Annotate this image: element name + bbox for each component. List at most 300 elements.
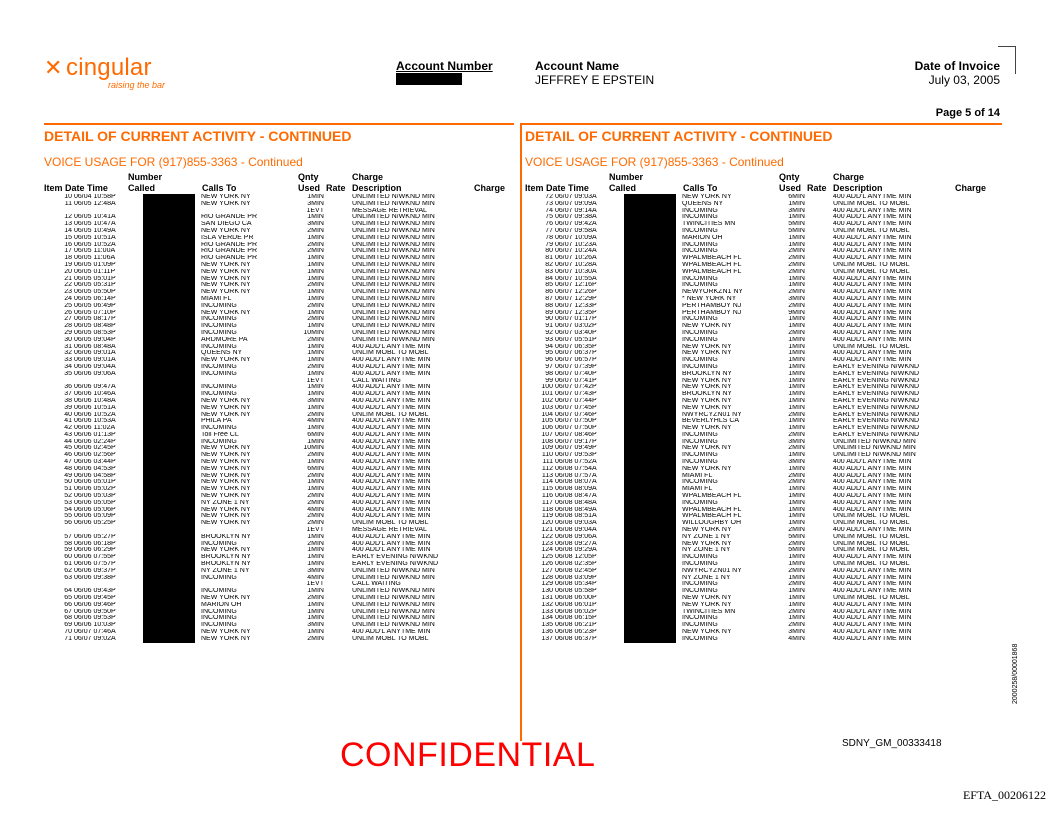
number-called-redaction — [624, 201, 676, 208]
call-date-time: 06/07 09:53P — [555, 452, 597, 459]
qnty-used: 2MIN — [307, 499, 324, 506]
call-date-time: 06/08 02:35P — [555, 561, 597, 568]
right-section-title: DETAIL OF CURRENT ACTIVITY - CONTINUED — [525, 128, 833, 144]
call-date-time: 06/08 08:09A — [555, 486, 597, 493]
calls-to: NEW YORK NY — [682, 404, 732, 411]
call-date-time: 06/07 10:28A — [555, 261, 597, 268]
calls-to: NEW YORK NY — [201, 397, 251, 404]
item-number: 15 — [64, 234, 72, 241]
table-row — [525, 316, 993, 323]
charge-description: EARLY EVENING N/WKND — [352, 554, 439, 561]
number-called-redaction — [624, 473, 676, 480]
right-rows — [525, 194, 993, 643]
number-called-redaction — [143, 262, 195, 269]
item-number: 26 — [64, 309, 72, 316]
table-row — [44, 527, 512, 534]
calls-to: INCOMING — [682, 588, 718, 595]
calls-to: NEW YORK NY — [682, 194, 732, 200]
table-row — [525, 248, 993, 255]
charge-description: UNLIMITED N/WKND MIN — [352, 261, 435, 268]
charge-description: UNLIM MOBL TO MOBL — [833, 268, 910, 275]
qnty-used: 1MIN — [788, 588, 805, 595]
qnty-used: 1MIN — [307, 323, 324, 330]
calls-to: NEW YORK NY — [201, 479, 251, 486]
account-number-label: Account Number — [396, 59, 493, 73]
number-called-redaction — [624, 622, 676, 629]
call-date-time: 06/08 08:49A — [555, 506, 597, 513]
call-date-time: 06/06 06:18P — [74, 540, 116, 547]
calls-to: INCOMING — [201, 323, 237, 330]
call-date-time: 06/07 12:26P — [555, 289, 597, 296]
qnty-used: 1MIN — [788, 357, 805, 364]
qnty-used: 1MIN — [788, 214, 805, 221]
calls-to: NEW YORK NY — [201, 486, 251, 493]
qnty-used: 6MIN — [307, 431, 324, 438]
calls-to: * NEW YORK NY — [682, 295, 737, 302]
calls-to: INCOMING — [682, 479, 718, 486]
table-row — [44, 547, 512, 554]
table-row — [44, 602, 512, 609]
charge-description: EARLY EVENING N/WKND — [833, 363, 920, 370]
qnty-used: 1MIN — [307, 608, 324, 615]
qnty-used: 9MIN — [788, 309, 805, 316]
left-header-row-top — [44, 172, 512, 183]
calls-to: INCOMING — [682, 248, 718, 255]
number-called-redaction — [624, 412, 676, 419]
call-date-time: 06/07 05:51P — [555, 336, 597, 343]
table-row — [525, 541, 993, 548]
number-called-redaction — [624, 242, 676, 249]
item-number: 28 — [64, 323, 72, 330]
qnty-used: 3MIN — [307, 622, 324, 629]
qnty-used: 2MIN — [307, 363, 324, 370]
number-called-redaction — [143, 296, 195, 303]
qnty-used: 1MIN — [307, 425, 324, 432]
table-row — [44, 609, 512, 616]
number-called-redaction — [624, 486, 676, 493]
header-called: Called — [128, 183, 156, 193]
number-called-redaction — [624, 595, 676, 602]
item-number: 63 — [64, 574, 72, 581]
logo-tagline: raising the bar — [108, 80, 166, 90]
number-called-redaction — [143, 615, 195, 622]
number-called-redaction — [624, 337, 676, 344]
table-row — [525, 595, 993, 602]
table-row — [44, 575, 512, 582]
charge-description: UNLIMITED N/WKND MIN — [352, 227, 435, 234]
table-row — [44, 588, 512, 595]
charge-description: 400 ADD'L ANYTME MIN — [352, 384, 431, 391]
call-date-time: 06/06 05:01P — [74, 479, 116, 486]
right-header-row-top — [525, 172, 993, 183]
call-date-time: 06/07 09:38A — [555, 214, 597, 221]
charge-description: UNLIM MOBL TO MOBL — [833, 261, 910, 268]
charge-description: 400 ADD'L ANYTME MIN — [352, 391, 431, 398]
call-date-time: 06/06 05:02P — [74, 486, 116, 493]
charge-description: 400 ADD'L ANYTME MIN — [833, 601, 912, 608]
bates-number: SDNY_GM_00333418 — [842, 738, 942, 749]
call-date-time: 06/08 09:04A — [555, 527, 597, 534]
qnty-used: 1MIN — [307, 561, 324, 568]
number-called-redaction — [624, 384, 676, 391]
item-number: 136 — [541, 629, 553, 635]
qnty-used: 1MIN — [788, 615, 805, 622]
item-number: 49 — [64, 472, 72, 479]
qnty-used: 2MIN — [788, 411, 805, 418]
left-section-title: DETAIL OF CURRENT ACTIVITY - CONTINUED — [44, 128, 352, 144]
calls-to: PHILA PA — [201, 418, 232, 425]
call-date-time: 06/08 09:06A — [555, 533, 597, 540]
call-date-time: 06/05 06:49P — [74, 302, 116, 309]
item-number: 40 — [64, 411, 72, 418]
call-date-time: 06/08 07:57A — [555, 472, 597, 479]
qnty-used: 1MIN — [307, 370, 324, 377]
charge-description: UNLIMITED N/WKND MIN — [352, 194, 435, 200]
qnty-used: 2MIN — [788, 608, 805, 615]
qnty-used: 4MIN — [788, 635, 805, 642]
call-date-time: 06/07 01:17P — [555, 316, 597, 323]
item-number: 69 — [64, 622, 72, 629]
call-date-time: 06/07 07:39P — [555, 363, 597, 370]
calls-to: INCOMING — [682, 431, 718, 438]
table-row — [44, 316, 512, 323]
number-called-redaction — [143, 554, 195, 561]
qnty-used: 1MIN — [788, 465, 805, 472]
calls-to: NY ZONE 1 NY — [201, 567, 250, 574]
table-row — [525, 262, 993, 269]
table-row — [525, 405, 993, 412]
table-row — [44, 235, 512, 242]
calls-to: INCOMING — [682, 227, 718, 234]
qnty-used: 1MIN — [307, 588, 324, 595]
number-called-redaction — [143, 208, 195, 215]
number-called-redaction — [624, 493, 676, 500]
calls-to: INCOMING — [682, 554, 718, 561]
item-number: 118 — [541, 506, 553, 513]
charge-description: UNLIMITED N/WKND MIN — [352, 574, 435, 581]
qnty-used: 2MIN — [788, 479, 805, 486]
qnty-used: 1MIN — [788, 377, 805, 384]
header-description: Description — [352, 183, 402, 193]
table-row — [525, 194, 993, 201]
qnty-used: 2MIN — [307, 472, 324, 479]
item-number: 90 — [545, 316, 553, 323]
charge-description: EARLY EVENING N/WKND — [352, 561, 439, 568]
charge-description: UNLIMITED N/WKND MIN — [833, 452, 916, 459]
number-called-redaction — [143, 194, 195, 201]
charge-description: 400 ADD'L ANYTME MIN — [352, 425, 431, 432]
number-called-redaction — [143, 310, 195, 317]
number-called-redaction — [143, 391, 195, 398]
qnty-used: 1MIN — [307, 391, 324, 398]
item-number: 133 — [541, 608, 553, 615]
charge-description: 400 ADD'L ANYTME MIN — [833, 275, 912, 282]
calls-to: PERTHAMBOY NJ — [682, 302, 742, 309]
item-number: 38 — [64, 397, 72, 404]
table-row — [525, 201, 993, 208]
item-number: 45 — [64, 445, 72, 452]
call-date-time: 06/07 10:55A — [555, 275, 597, 282]
charge-description: 400 ADD'L ANYTME MIN — [833, 567, 912, 574]
calls-to: WPALMBEACH FL — [682, 268, 742, 275]
call-date-time: 06/07 09:42A — [555, 221, 597, 228]
qnty-used: 1MIN — [307, 343, 324, 350]
qnty-used: 1MIN — [307, 438, 324, 445]
number-called-redaction — [624, 425, 676, 432]
calls-to: NEW YORK NY — [201, 268, 251, 275]
call-date-time: 06/07 07:46P — [555, 411, 597, 418]
charge-description: 400 ADD'L ANYTME MIN — [352, 404, 431, 411]
call-date-time: 06/08 08:07A — [555, 479, 597, 486]
number-called-redaction — [143, 316, 195, 323]
right-section-subtitle: VOICE USAGE FOR (917)855-3363 - Continued — [525, 155, 784, 169]
number-called-redaction — [624, 282, 676, 289]
call-date-time: 06/06 09:06A — [74, 370, 116, 377]
number-called-redaction — [143, 575, 195, 582]
qnty-used: 6MIN — [788, 194, 805, 200]
calls-to: NEW YORK NY — [682, 595, 732, 602]
call-date-time: 06/08 06:15P — [555, 615, 597, 622]
item-number: 34 — [64, 363, 72, 370]
qnty-used: 2MIN — [307, 411, 324, 418]
charge-description: 400 ADD'L ANYTME MIN — [833, 527, 912, 534]
qnty-used: 3MIN — [788, 629, 805, 635]
left-section-rule — [44, 123, 514, 125]
header-charge-top: Charge — [352, 172, 384, 182]
calls-to: NEW YORK NY — [682, 527, 732, 534]
item-number: 96 — [545, 357, 553, 364]
table-row — [525, 303, 993, 310]
calls-to: BEVERLYHLS CA — [682, 418, 740, 425]
item-number: 74 — [545, 207, 553, 214]
table-row — [525, 636, 993, 643]
qnty-used: 10MIN — [303, 329, 324, 336]
number-called-redaction — [624, 629, 676, 636]
number-called-redaction — [143, 405, 195, 412]
charge-description: EARLY EVENING N/WKND — [833, 391, 920, 398]
item-number: 70 — [64, 629, 72, 635]
qnty-used: 2MIN — [307, 493, 324, 500]
table-row — [44, 344, 512, 351]
item-number: 50 — [64, 479, 72, 486]
table-row — [44, 269, 512, 276]
charge-description: 400 ADD'L ANYTME MIN — [352, 499, 431, 506]
header-rate: Rate — [326, 183, 346, 193]
item-number: 48 — [64, 465, 72, 472]
qnty-used: 1MIN — [788, 275, 805, 282]
calls-to: NEW YORK NY — [682, 350, 732, 357]
item-number: 85 — [545, 282, 553, 289]
qnty-used: 2MIN — [307, 248, 324, 255]
charge-description: 400 ADD'L ANYTME MIN — [833, 506, 912, 513]
call-date-time: 06/06 02:56P — [74, 452, 116, 459]
qnty-used: 3MIN — [788, 459, 805, 466]
call-date-time: 06/06 09:04A — [74, 363, 116, 370]
number-called-redaction — [143, 235, 195, 242]
calls-to: NEW YORK NY — [201, 459, 251, 466]
charge-description: UNLIM MOBL TO MOBL — [352, 520, 429, 527]
cingular-logo — [44, 56, 224, 92]
call-date-time: 06/07 07:44P — [555, 397, 597, 404]
charge-description: 400 ADD'L ANYTME MIN — [833, 282, 912, 289]
page-number: Page 5 of 14 — [935, 107, 1000, 119]
table-row — [44, 568, 512, 575]
table-row — [44, 214, 512, 221]
calls-to: NEW YORK NY — [201, 275, 251, 282]
item-number: 89 — [545, 309, 553, 316]
call-date-time: 06/06 02:45P — [74, 445, 116, 452]
qnty-used: 1MIN — [307, 601, 324, 608]
number-called-redaction — [624, 371, 676, 378]
item-number: 115 — [541, 486, 553, 493]
table-row — [44, 561, 512, 568]
column-divider — [520, 123, 522, 741]
call-date-time: 06/05 05:50P — [74, 289, 116, 296]
charge-description: UNLIM MOBL TO MOBL — [833, 561, 910, 568]
call-date-time: 06/08 12:05P — [555, 554, 597, 561]
qnty-used: 2MIN — [788, 248, 805, 255]
table-row — [44, 262, 512, 269]
qnty-used: 1MIN — [788, 418, 805, 425]
table-row — [44, 418, 512, 425]
table-row — [525, 344, 993, 351]
qnty-used: 1MIN — [788, 241, 805, 248]
item-number: 41 — [64, 418, 72, 425]
number-called-redaction — [143, 602, 195, 609]
calls-to: INCOMING — [201, 302, 237, 309]
qnty-used: 1MIN — [307, 295, 324, 302]
charge-description: 400 ADD'L ANYTME MIN — [833, 465, 912, 472]
calls-to: NEW YORK NY — [682, 465, 732, 472]
call-date-time: 06/05 08:53P — [74, 329, 116, 336]
calls-to: NEW YORK NY — [682, 425, 732, 432]
qnty-used: 3MIN — [307, 200, 324, 207]
calls-to: NY ZONE 1 NY — [682, 574, 731, 581]
call-date-time: 06/07 07:42P — [555, 384, 597, 391]
item-number: 57 — [64, 533, 72, 540]
item-number: 91 — [545, 323, 553, 330]
charge-description: UNLIMITED N/WKND MIN — [352, 615, 435, 622]
number-called-redaction — [143, 568, 195, 575]
number-called-redaction — [143, 214, 195, 221]
calls-to: NEW YORK NY — [682, 384, 732, 391]
qnty-used: 1MIN — [307, 357, 324, 364]
right-header-row — [525, 183, 993, 194]
item-number: 106 — [541, 425, 553, 432]
charge-description: UNLIMITED N/WKND MIN — [352, 200, 435, 207]
qnty-used: 2MIN — [788, 261, 805, 268]
call-date-time: 06/07 03:40P — [555, 329, 597, 336]
charge-description: 400 ADD'L ANYTME MIN — [352, 486, 431, 493]
table-row — [525, 615, 993, 622]
qnty-used: 1MIN — [307, 194, 324, 200]
table-row — [525, 527, 993, 534]
charge-description: 400 ADD'L ANYTME MIN — [833, 479, 912, 486]
charge-description: UNLIMITED N/WKND MIN — [352, 567, 435, 574]
item-number: 130 — [541, 588, 553, 595]
charge-description: UNLIM MOBL TO MOBL — [352, 411, 429, 418]
calls-to: INCOMING — [201, 574, 237, 581]
charge-description: EARLY EVENING N/WKND — [833, 404, 920, 411]
item-number: 88 — [545, 302, 553, 309]
charge-description: 400 ADD'L ANYTME MIN — [833, 316, 912, 323]
table-row — [525, 629, 993, 636]
calls-to: NWYRCYZN01 NY — [682, 411, 742, 418]
call-date-time: 06/06 07:57P — [74, 561, 116, 568]
number-called-redaction — [624, 432, 676, 439]
charge-description: 400 ADD'L ANYTME MIN — [833, 221, 912, 228]
header-charge-top: Charge — [833, 172, 865, 182]
number-called-redaction — [624, 520, 676, 527]
number-called-redaction — [143, 500, 195, 507]
number-called-redaction — [143, 534, 195, 541]
charge-description: 400 ADD'L ANYTME MIN — [833, 309, 912, 316]
number-called-redaction — [143, 371, 195, 378]
calls-to: ARDMORE PA — [201, 336, 248, 343]
call-date-time: 06/06 09:38P — [74, 574, 116, 581]
qnty-used: 3MIN — [307, 567, 324, 574]
qnty-used: 3MIN — [307, 397, 324, 404]
calls-to: BROOKLYN NY — [682, 391, 733, 398]
calls-to: BROOKLYN NY — [201, 554, 252, 561]
item-number: 29 — [64, 329, 72, 336]
call-date-time: 06/06 09:01A — [74, 357, 116, 364]
number-called-redaction — [143, 276, 195, 283]
calls-to: INCOMING — [201, 622, 237, 629]
calls-to: NEW YORK NY — [201, 465, 251, 472]
charge-description: UNLIMITED N/WKND MIN — [352, 302, 435, 309]
number-called-redaction — [143, 452, 195, 459]
table-row — [525, 520, 993, 527]
number-called-redaction — [143, 425, 195, 432]
item-number: 97 — [545, 363, 553, 370]
table-row — [525, 418, 993, 425]
calls-to: NEW YORK NY — [682, 445, 732, 452]
qnty-used: 2MIN — [788, 567, 805, 574]
calls-to: NEW YORK NY — [201, 404, 251, 411]
table-row — [525, 602, 993, 609]
charge-description: 400 ADD'L ANYTME MIN — [833, 248, 912, 255]
calls-to: INCOMING — [682, 241, 718, 248]
qnty-used: 1MIN — [307, 214, 324, 221]
calls-to: NEW YORK NY — [201, 282, 251, 289]
charge-description: 400 ADD'L ANYTME MIN — [352, 493, 431, 500]
charge-description: UNLIMITED N/WKND MIN — [352, 275, 435, 282]
calls-to: INCOMING — [682, 622, 718, 629]
calls-to: INCOMING — [201, 391, 237, 398]
number-called-redaction — [143, 581, 195, 588]
table-row — [44, 276, 512, 283]
call-date-time: 06/07 10:30A — [555, 268, 597, 275]
item-number: 12 — [64, 214, 72, 221]
call-date-time: 06/06 10:03P — [74, 622, 116, 629]
header-used: Used — [298, 183, 321, 193]
call-date-time: 06/08 09:27A — [555, 540, 597, 547]
qnty-used: 1MIN — [307, 275, 324, 282]
item-number: 65 — [64, 595, 72, 602]
table-row — [44, 595, 512, 602]
header-calls-to: Calls To — [202, 183, 237, 193]
qnty-used: 2MIN — [788, 302, 805, 309]
number-called-redaction — [624, 602, 676, 609]
qnty-used: 1MIN — [307, 255, 324, 262]
header-number: Number — [609, 172, 644, 182]
table-row — [44, 479, 512, 486]
table-row — [525, 208, 993, 215]
number-called-redaction — [143, 282, 195, 289]
qnty-used: 1MIN — [788, 425, 805, 432]
table-row — [44, 507, 512, 514]
